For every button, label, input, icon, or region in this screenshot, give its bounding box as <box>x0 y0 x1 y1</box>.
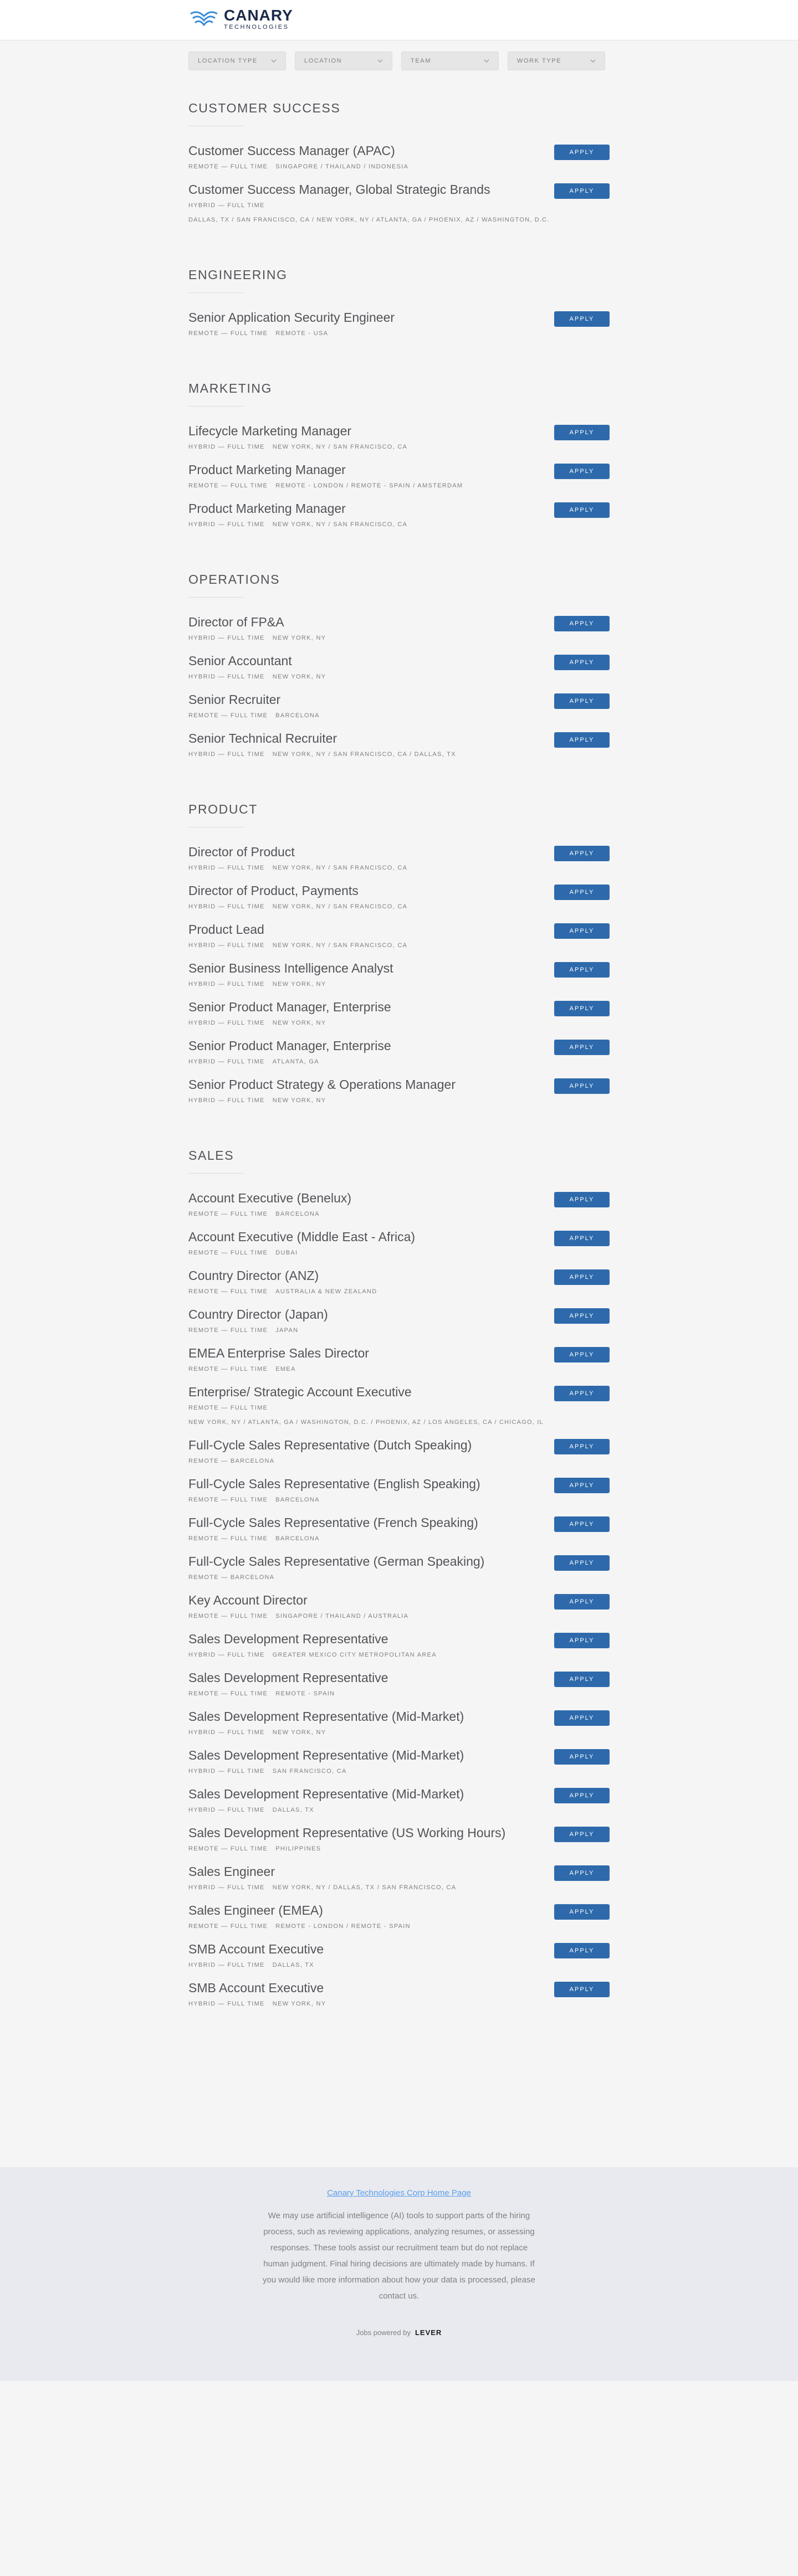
chevron-down-icon <box>590 59 596 63</box>
posting-categories <box>188 750 610 758</box>
job-posting <box>188 1709 610 1747</box>
apply-button[interactable]: APPLY <box>554 1982 610 1997</box>
apply-button[interactable]: APPLY <box>554 1478 610 1493</box>
posting-location: REMOTE - SPAIN <box>275 1690 335 1697</box>
posting-commitment: REMOTE — FULL TIME <box>188 1405 268 1411</box>
posting-title-link[interactable]: Product Marketing Manager <box>188 501 346 516</box>
posting-categories <box>188 1288 610 1295</box>
powered-by <box>0 2328 798 2337</box>
posting-categories <box>188 202 610 209</box>
posting-title-link[interactable]: Senior Business Intelligence Analyst <box>188 961 393 975</box>
apply-button[interactable]: APPLY <box>554 1710 610 1726</box>
posting-commitment: REMOTE — FULL TIME <box>188 163 268 170</box>
posting-categories <box>188 864 610 872</box>
posting-title-link[interactable]: Senior Product Manager, Enterprise <box>188 1038 391 1053</box>
apply-button[interactable]: APPLY <box>554 1865 610 1881</box>
apply-button[interactable]: APPLY <box>554 1231 610 1246</box>
apply-button[interactable]: APPLY <box>554 145 610 160</box>
apply-button[interactable]: APPLY <box>554 693 610 709</box>
company-logo[interactable] <box>188 8 293 30</box>
posting-commitment: REMOTE — FULL TIME <box>188 1366 268 1372</box>
posting-categories <box>188 1574 610 1581</box>
posting-location: DALLAS, TX <box>272 1962 314 1968</box>
job-posting <box>188 1631 610 1670</box>
posting-title-link[interactable]: Sales Development Representative (Mid-Market) <box>188 1709 464 1724</box>
posting-location: NEW YORK, NY / SAN FRANCISCO, CA <box>272 865 408 871</box>
posting-title-link[interactable]: Senior Recruiter <box>188 692 281 707</box>
posting-title-link[interactable]: Sales Development Representative <box>188 1632 388 1646</box>
posting-title-link[interactable]: Sales Development Representative <box>188 1670 388 1685</box>
job-posting <box>188 1307 610 1345</box>
group-divider <box>188 1173 244 1174</box>
job-posting <box>188 1476 610 1515</box>
powered-by-text: Jobs powered by <box>356 2328 411 2337</box>
apply-button[interactable]: APPLY <box>554 616 610 631</box>
posting-commitment: REMOTE — FULL TIME <box>188 1535 268 1542</box>
posting-categories <box>188 1845 610 1853</box>
posting-categories <box>188 1210 610 1218</box>
postings-content <box>188 40 610 2167</box>
posting-categories <box>188 712 610 719</box>
posting-commitment: HYBRID — FULL TIME <box>188 1652 265 1658</box>
posting-location-list: DALLAS, TX / SAN FRANCISCO, CA / NEW YORK, NY / ATLANTA, GA / PHOENIX, AZ / WASHINGTON, D.C. <box>188 217 550 223</box>
job-posting <box>188 1268 610 1307</box>
apply-button[interactable]: APPLY <box>554 655 610 670</box>
posting-categories <box>188 1612 610 1620</box>
job-posting <box>188 844 610 883</box>
posting-location: NEW YORK, NY / SAN FRANCISCO, CA <box>272 521 408 528</box>
job-posting <box>188 1864 610 1903</box>
posting-title-link[interactable]: Sales Engineer (EMEA) <box>188 1903 323 1917</box>
posting-location: NEW YORK, NY <box>272 2001 326 2007</box>
posting-location: BARCELONA <box>275 1497 320 1503</box>
posting-title-link[interactable]: Country Director (ANZ) <box>188 1268 319 1283</box>
posting-categories <box>188 1729 610 1736</box>
job-posting <box>188 1670 610 1709</box>
posting-commitment: REMOTE — BARCELONA <box>188 1574 275 1581</box>
group-divider <box>188 597 244 598</box>
filter-label: LOCATION TYPE <box>198 58 258 64</box>
apply-button[interactable]: APPLY <box>554 1001 610 1016</box>
posting-categories <box>188 1806 610 1814</box>
posting-title-link[interactable]: Senior Technical Recruiter <box>188 731 337 745</box>
chevron-down-icon <box>484 59 489 63</box>
apply-button[interactable]: APPLY <box>554 1594 610 1610</box>
posting-categories <box>188 1019 610 1027</box>
posting-commitment: HYBRID — FULL TIME <box>188 1097 265 1104</box>
group-title: PRODUCT <box>188 802 258 816</box>
apply-button[interactable]: APPLY <box>554 1749 610 1765</box>
posting-title-link[interactable]: Senior Accountant <box>188 654 292 668</box>
posting-location: NEW YORK, NY <box>272 1097 326 1104</box>
posting-commitment: HYBRID — FULL TIME <box>188 635 265 641</box>
posting-commitment: HYBRID — FULL TIME <box>188 1962 265 1968</box>
posting-categories <box>188 1961 610 1969</box>
posting-commitment: REMOTE — FULL TIME <box>188 330 268 337</box>
posting-commitment: HYBRID — FULL TIME <box>188 673 265 680</box>
posting-location: BARCELONA <box>275 1535 320 1542</box>
site-footer <box>0 2167 798 2381</box>
group-title: SALES <box>188 1148 234 1163</box>
job-posting <box>188 653 610 692</box>
posting-location: PHILIPPINES <box>275 1845 321 1852</box>
posting-categories <box>188 482 610 490</box>
job-posting <box>188 501 610 539</box>
posting-location: BARCELONA <box>275 1211 320 1217</box>
posting-title-link[interactable]: Director of Product, Payments <box>188 883 359 898</box>
posting-categories <box>188 673 610 681</box>
group-title: OPERATIONS <box>188 572 280 587</box>
posting-title-link[interactable]: Director of Product <box>188 845 295 859</box>
posting-location-list: NEW YORK, NY / ATLANTA, GA / WASHINGTON, D.C. / PHOENIX, AZ / LOS ANGELES, CA / CHICAGO, IL <box>188 1419 544 1426</box>
posting-commitment: HYBRID — FULL TIME <box>188 903 265 910</box>
posting-location: BARCELONA <box>275 712 320 719</box>
chevron-down-icon <box>271 59 277 63</box>
job-posting <box>188 960 610 999</box>
apply-button[interactable]: APPLY <box>554 1943 610 1958</box>
job-posting <box>188 1786 610 1825</box>
posting-title-link[interactable]: Sales Development Representative (US Working Hours) <box>188 1826 506 1840</box>
apply-button[interactable]: APPLY <box>554 1555 610 1571</box>
posting-categories <box>188 1326 610 1334</box>
posting-location: JAPAN <box>275 1327 299 1334</box>
posting-title-link[interactable]: Sales Development Representative (Mid-Market) <box>188 1748 464 1762</box>
filter-dropdown-location-type[interactable] <box>188 52 286 70</box>
posting-categories <box>188 1535 610 1542</box>
job-posting <box>188 462 610 501</box>
posting-categories <box>188 443 610 451</box>
posting-title-link[interactable]: Lifecycle Marketing Manager <box>188 424 352 438</box>
posting-title-link[interactable]: Sales Engineer <box>188 1864 275 1879</box>
apply-button[interactable]: APPLY <box>554 1078 610 1094</box>
posting-group <box>188 381 610 539</box>
posting-title-link[interactable]: Country Director (Japan) <box>188 1307 328 1322</box>
apply-button[interactable]: APPLY <box>554 1386 610 1401</box>
posting-location: SINGAPORE / THAILAND / AUSTRALIA <box>275 1613 409 1619</box>
posting-commitment: HYBRID — FULL TIME <box>188 751 265 758</box>
apply-button[interactable]: APPLY <box>554 923 610 939</box>
posting-commitment: HYBRID — FULL TIME <box>188 1884 265 1891</box>
posting-commitment: HYBRID — FULL TIME <box>188 1807 265 1813</box>
posting-commitment: HYBRID — FULL TIME <box>188 2001 265 2007</box>
apply-button[interactable]: APPLY <box>554 1904 610 1920</box>
posting-location: REMOTE - LONDON / REMOTE - SPAIN <box>275 1923 411 1930</box>
job-posting <box>188 692 610 731</box>
apply-button[interactable]: APPLY <box>554 1439 610 1454</box>
posting-location: REMOTE - LONDON / REMOTE - SPAIN / AMSTERDAM <box>275 482 463 489</box>
posting-commitment: REMOTE — FULL TIME <box>188 712 268 719</box>
posting-commitment: HYBRID — FULL TIME <box>188 521 265 528</box>
posting-title-link[interactable]: Customer Success Manager, Global Strategic Brands <box>188 182 490 197</box>
posting-categories <box>188 1767 610 1775</box>
posting-categories <box>188 1651 610 1659</box>
job-posting <box>188 1980 610 2019</box>
job-posting <box>188 1592 610 1631</box>
job-posting <box>188 1515 610 1554</box>
posting-title-link[interactable]: Product Lead <box>188 922 264 937</box>
job-posting <box>188 423 610 462</box>
posting-group <box>188 1148 610 2019</box>
posting-categories <box>188 634 610 642</box>
group-divider <box>188 292 244 293</box>
apply-button[interactable]: APPLY <box>554 464 610 479</box>
job-posting <box>188 883 610 922</box>
posting-location: NEW YORK, NY <box>272 1729 326 1736</box>
ai-disclaimer: We may use artificial intelligence (AI) tools to support parts of the hiring process, such as reviewing applications, analyzing resumes, or assessing responses. These tools assist our recruitment team but do not replace human judgment. Final hiring decisions are ultimately made by humans. If you would like more information about how your data is processed, please contact us. <box>263 2211 535 2301</box>
posting-commitment: REMOTE — FULL TIME <box>188 1845 268 1852</box>
posting-location: NEW YORK, NY <box>272 673 326 680</box>
posting-commitment: REMOTE — FULL TIME <box>188 482 268 489</box>
posting-commitment: REMOTE — FULL TIME <box>188 1250 268 1256</box>
postings-list <box>188 100 610 2019</box>
filter-bar <box>188 52 610 70</box>
apply-button[interactable]: APPLY <box>554 1192 610 1207</box>
posting-title-link[interactable]: EMEA Enterprise Sales Director <box>188 1346 369 1360</box>
posting-title-link[interactable]: Sales Development Representative (Mid-Market) <box>188 1787 464 1801</box>
posting-title-link[interactable]: Full-Cycle Sales Representative (English Speaking) <box>188 1477 480 1491</box>
posting-commitment: REMOTE — FULL TIME <box>188 1288 268 1295</box>
apply-button[interactable]: APPLY <box>554 1633 610 1648</box>
posting-title-link[interactable]: Director of FP&A <box>188 615 284 629</box>
posting-commitment: REMOTE — BARCELONA <box>188 1458 275 1464</box>
posting-location: NEW YORK, NY / SAN FRANCISCO, CA <box>272 903 408 910</box>
job-posting <box>188 1437 610 1476</box>
job-posting <box>188 1190 610 1229</box>
posting-title-link[interactable]: Senior Application Security Engineer <box>188 310 395 325</box>
posting-categories <box>188 980 610 988</box>
apply-button[interactable]: APPLY <box>554 1516 610 1532</box>
posting-categories <box>188 521 610 528</box>
posting-location: NEW YORK, NY / DALLAS, TX / SAN FRANCISCO, CA <box>272 1884 457 1891</box>
posting-commitment: REMOTE — FULL TIME <box>188 1923 268 1930</box>
posting-location: REMOTE - USA <box>275 330 329 337</box>
apply-button[interactable]: APPLY <box>554 846 610 861</box>
filter-label: TEAM <box>411 58 431 64</box>
posting-location: GREATER MEXICO CITY METROPOLITAN AREA <box>272 1652 437 1658</box>
canary-wing-icon <box>188 8 219 30</box>
posting-commitment: REMOTE — FULL TIME <box>188 1497 268 1503</box>
job-posting <box>188 1038 610 1077</box>
apply-button[interactable]: APPLY <box>554 1269 610 1285</box>
posting-title-link[interactable]: Senior Product Manager, Enterprise <box>188 1000 391 1014</box>
job-posting <box>188 614 610 653</box>
posting-categories <box>188 1365 610 1373</box>
posting-categories <box>188 1690 610 1698</box>
posting-commitment: REMOTE — FULL TIME <box>188 1613 268 1619</box>
posting-categories <box>188 1058 610 1066</box>
apply-button[interactable]: APPLY <box>554 1040 610 1055</box>
filter-label: WORK TYPE <box>517 58 562 64</box>
posting-title-link[interactable]: Product Marketing Manager <box>188 462 346 477</box>
site-header <box>0 0 798 40</box>
posting-commitment: HYBRID — FULL TIME <box>188 202 265 209</box>
filter-dropdown-location[interactable] <box>295 52 392 70</box>
posting-group <box>188 100 610 235</box>
apply-button[interactable]: APPLY <box>554 502 610 518</box>
apply-button[interactable]: APPLY <box>554 425 610 440</box>
posting-title-link[interactable]: Customer Success Manager (APAC) <box>188 143 395 158</box>
posting-commitment: HYBRID — FULL TIME <box>188 981 265 988</box>
group-title: CUSTOMER SUCCESS <box>188 101 341 115</box>
posting-categories <box>188 330 610 337</box>
job-posting <box>188 182 610 235</box>
job-posting <box>188 143 610 182</box>
posting-location: ATLANTA, GA <box>272 1058 319 1065</box>
filter-dropdown-team[interactable] <box>401 52 499 70</box>
apply-button[interactable]: APPLY <box>554 311 610 327</box>
posting-title-link[interactable]: Full-Cycle Sales Representative (Dutch Speaking) <box>188 1438 472 1452</box>
posting-categories <box>188 903 610 911</box>
posting-title-link[interactable]: Full-Cycle Sales Representative (French Speaking) <box>188 1515 478 1530</box>
posting-commitment: HYBRID — FULL TIME <box>188 942 265 949</box>
job-posting <box>188 1941 610 1980</box>
apply-button[interactable]: APPLY <box>554 1347 610 1362</box>
posting-commitment: HYBRID — FULL TIME <box>188 865 265 871</box>
posting-categories <box>188 1922 610 1930</box>
job-posting <box>188 731 610 769</box>
posting-group <box>188 267 610 348</box>
posting-location: NEW YORK, NY / SAN FRANCISCO, CA <box>272 942 408 949</box>
job-posting <box>188 1229 610 1268</box>
job-posting <box>188 1077 610 1115</box>
posting-title-link[interactable]: Account Executive (Benelux) <box>188 1191 352 1205</box>
posting-group <box>188 572 610 769</box>
posting-location: NEW YORK, NY / SAN FRANCISCO, CA / DALLAS, TX <box>272 751 456 758</box>
job-posting <box>188 999 610 1038</box>
apply-button[interactable]: APPLY <box>554 885 610 900</box>
posting-location: EMEA <box>275 1366 296 1372</box>
filter-label: LOCATION <box>304 58 342 64</box>
posting-categories <box>188 1249 610 1257</box>
logo-text <box>224 8 293 30</box>
logo-word: CANARY <box>224 7 293 24</box>
posting-categories <box>188 1404 610 1412</box>
posting-commitment: HYBRID — FULL TIME <box>188 1058 265 1065</box>
chevron-down-icon <box>377 59 383 63</box>
posting-categories <box>188 2000 610 2008</box>
apply-button[interactable]: APPLY <box>554 962 610 978</box>
job-posting <box>188 922 610 960</box>
apply-button[interactable]: APPLY <box>554 1308 610 1324</box>
posting-location: NEW YORK, NY / SAN FRANCISCO, CA <box>272 444 408 450</box>
apply-button[interactable]: APPLY <box>554 183 610 199</box>
job-posting <box>188 1384 610 1437</box>
posting-commitment: REMOTE — FULL TIME <box>188 1690 268 1697</box>
posting-location: NEW YORK, NY <box>272 981 326 988</box>
group-divider <box>188 406 244 407</box>
posting-categories <box>188 1097 610 1104</box>
filter-dropdown-work-type[interactable] <box>508 52 605 70</box>
job-posting <box>188 1345 610 1384</box>
posting-title-link[interactable]: Full-Cycle Sales Representative (German Speaking) <box>188 1554 485 1569</box>
posting-commitment: HYBRID — FULL TIME <box>188 1768 265 1775</box>
company-home-link[interactable]: Canary Technologies Corp Home Page <box>327 2188 471 2198</box>
posting-location: DUBAI <box>275 1250 298 1256</box>
posting-location: NEW YORK, NY <box>272 1020 326 1026</box>
posting-title-link[interactable]: Senior Product Strategy & Operations Manager <box>188 1077 456 1092</box>
posting-location: NEW YORK, NY <box>272 635 326 641</box>
posting-commitment: REMOTE — FULL TIME <box>188 1211 268 1217</box>
posting-categories <box>188 1884 610 1891</box>
lever-logo[interactable]: LEVER <box>415 2328 442 2337</box>
posting-location: SINGAPORE / THAILAND / INDONESIA <box>275 163 409 170</box>
posting-categories <box>188 1496 610 1504</box>
logo-subtitle: TECHNOLOGIES <box>224 24 289 30</box>
posting-categories <box>188 163 610 171</box>
posting-title-link[interactable]: Account Executive (Middle East - Africa) <box>188 1230 416 1244</box>
posting-location: DALLAS, TX <box>272 1807 314 1813</box>
posting-group <box>188 801 610 1115</box>
posting-location: AUSTRALIA & NEW ZEALAND <box>275 1288 377 1295</box>
posting-title-link[interactable]: Key Account Director <box>188 1593 308 1607</box>
apply-button[interactable]: APPLY <box>554 1827 610 1842</box>
posting-commitment: HYBRID — FULL TIME <box>188 1020 265 1026</box>
apply-button[interactable]: APPLY <box>554 732 610 748</box>
job-posting <box>188 310 610 348</box>
posting-categories <box>188 1457 610 1465</box>
posting-commitment: REMOTE — FULL TIME <box>188 1327 268 1334</box>
posting-commitment: HYBRID — FULL TIME <box>188 1729 265 1736</box>
job-posting <box>188 1554 610 1592</box>
group-title: ENGINEERING <box>188 268 288 282</box>
job-posting <box>188 1825 610 1864</box>
job-posting <box>188 1747 610 1786</box>
header-inner <box>188 0 610 40</box>
apply-button[interactable]: APPLY <box>554 1672 610 1687</box>
apply-button[interactable]: APPLY <box>554 1788 610 1803</box>
posting-commitment: HYBRID — FULL TIME <box>188 444 265 450</box>
group-title: MARKETING <box>188 381 273 395</box>
posting-title-link[interactable]: SMB Account Executive <box>188 1942 324 1956</box>
job-posting <box>188 1903 610 1941</box>
posting-title-link[interactable]: SMB Account Executive <box>188 1981 324 1995</box>
posting-location: SAN FRANCISCO, CA <box>272 1768 347 1775</box>
posting-title-link[interactable]: Enterprise/ Strategic Account Executive <box>188 1385 412 1399</box>
posting-categories <box>188 942 610 949</box>
